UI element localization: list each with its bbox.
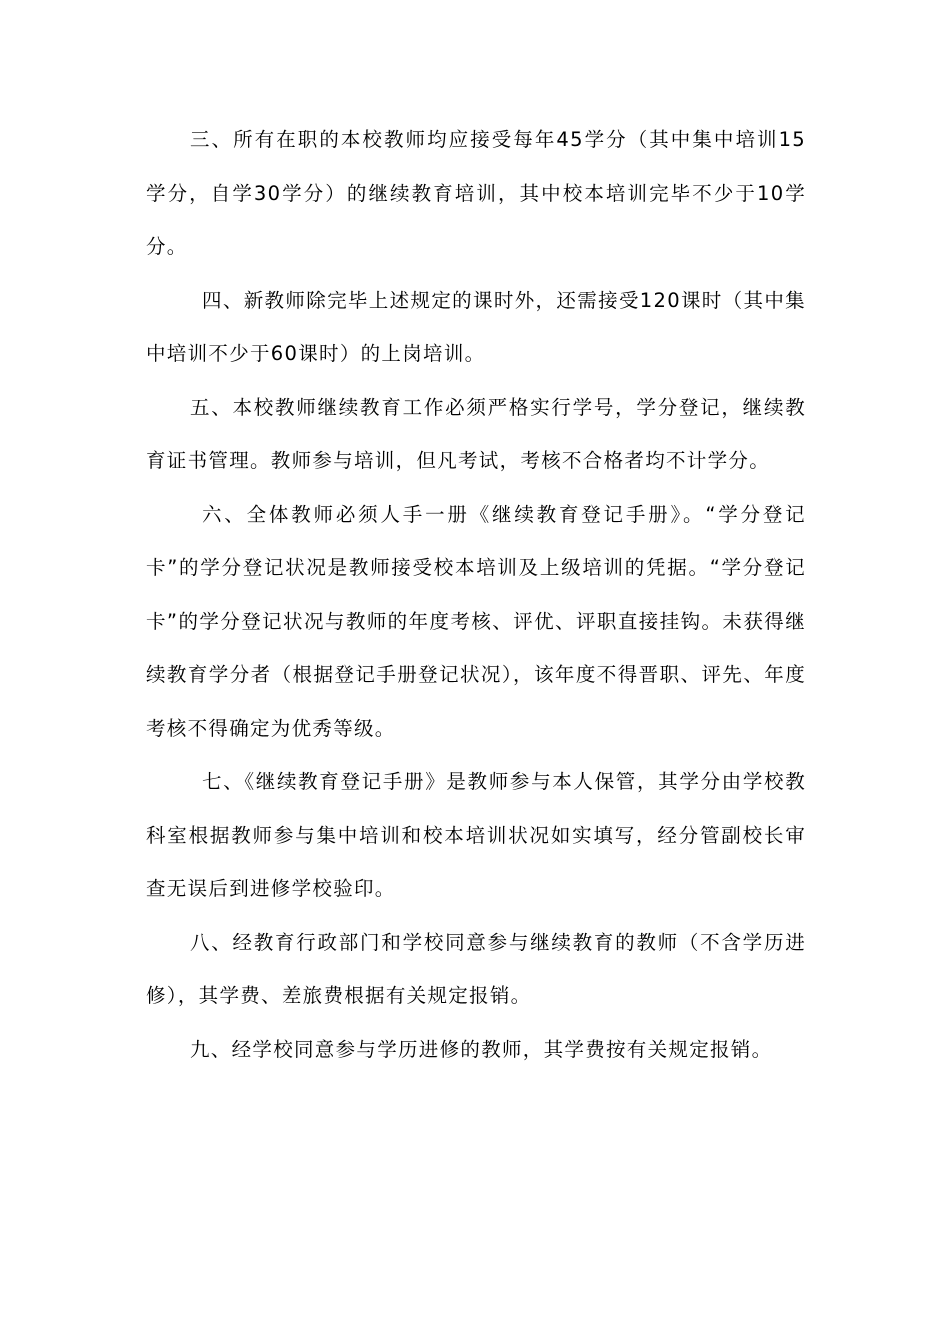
paragraph-article-3: 三、所有在职的本校教师均应接受每年45学分（其中集中培训15学分，自学30学分）的继续教育培训，其中校本培训完毕不少于10学分。 [146,128,806,258]
paragraph-article-4: 四、新教师除完毕上述规定的课时外，还需接受120课时（其中集中培训不少于60课时）的上岗培训。 [146,288,806,365]
paragraph-article-6: 六、全体教师必须人手一册《继续教育登记手册》。“学分登记卡”的学分登记状况是教师接受校本培训及上级培训的凭据。“学分登记卡”的学分登记状况与教师的年度考核、评优、评职直接挂钩。未获得继续教育学分者（根据登记手册登记状况），该年度不得晋职、评先、年度考核不得确定为优秀等级。 [146,502,806,740]
paragraph-article-7: 七、《继续教育登记手册》是教师参与本人保管，其学分由学校教科室根据教师参与集中培训和校本培训状况如实填写，经分管副校长审查无误后到进修学校验印。 [146,770,806,900]
paragraph-article-8: 八、经教育行政部门和学校同意参与继续教育的教师（不含学历进修），其学费、差旅费根据有关规定报销。 [146,930,806,1007]
paragraph-article-9: 九、经学校同意参与学历进修的教师，其学费按有关规定报销。 [190,1037,773,1061]
paragraph-article-5: 五、本校教师继续教育工作必须严格实行学号，学分登记，继续教育证书管理。教师参与培训，但凡考试，考核不合格者均不计学分。 [146,395,806,472]
document-body [146,113,806,1076]
